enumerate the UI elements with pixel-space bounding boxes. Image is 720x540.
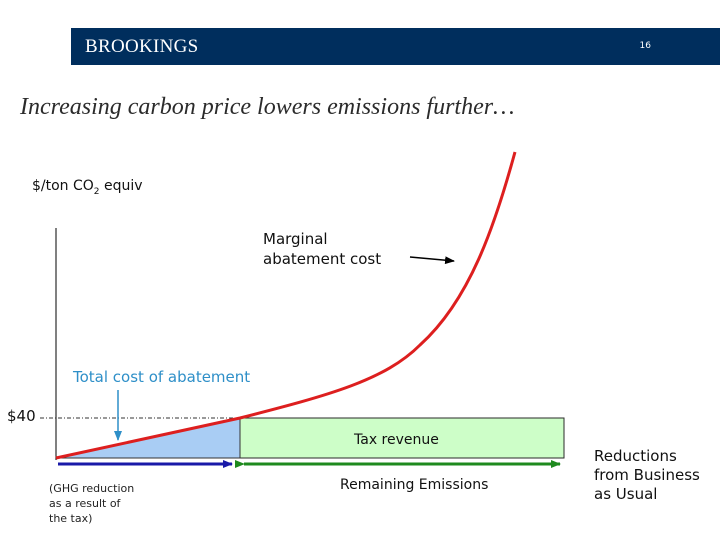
brand-logo: BROOKINGS xyxy=(85,36,199,57)
tax-revenue-label: Tax revenue xyxy=(354,432,439,448)
slide-title: Increasing carbon price lowers emissions further… xyxy=(20,94,515,120)
price-label: $40 xyxy=(7,407,36,425)
remaining-emissions-label: Remaining Emissions xyxy=(340,477,489,493)
curve-pointer-arrow xyxy=(410,257,454,261)
ghg-reduction-note: (GHG reduction as a result of the tax) xyxy=(49,482,135,525)
marginal-abatement-cost-curve xyxy=(56,152,515,458)
y-axis-label: $/ton $CO_2$ equiv xyxy=(32,178,143,197)
total-cost-label: Total cost of abatement xyxy=(73,368,251,386)
marginal-abatement-cost-label: Marginal abatement cost xyxy=(263,230,382,268)
slide-number: 16 xyxy=(639,41,651,51)
bau-reductions-label: Reductions from Business as Usual xyxy=(594,447,700,503)
